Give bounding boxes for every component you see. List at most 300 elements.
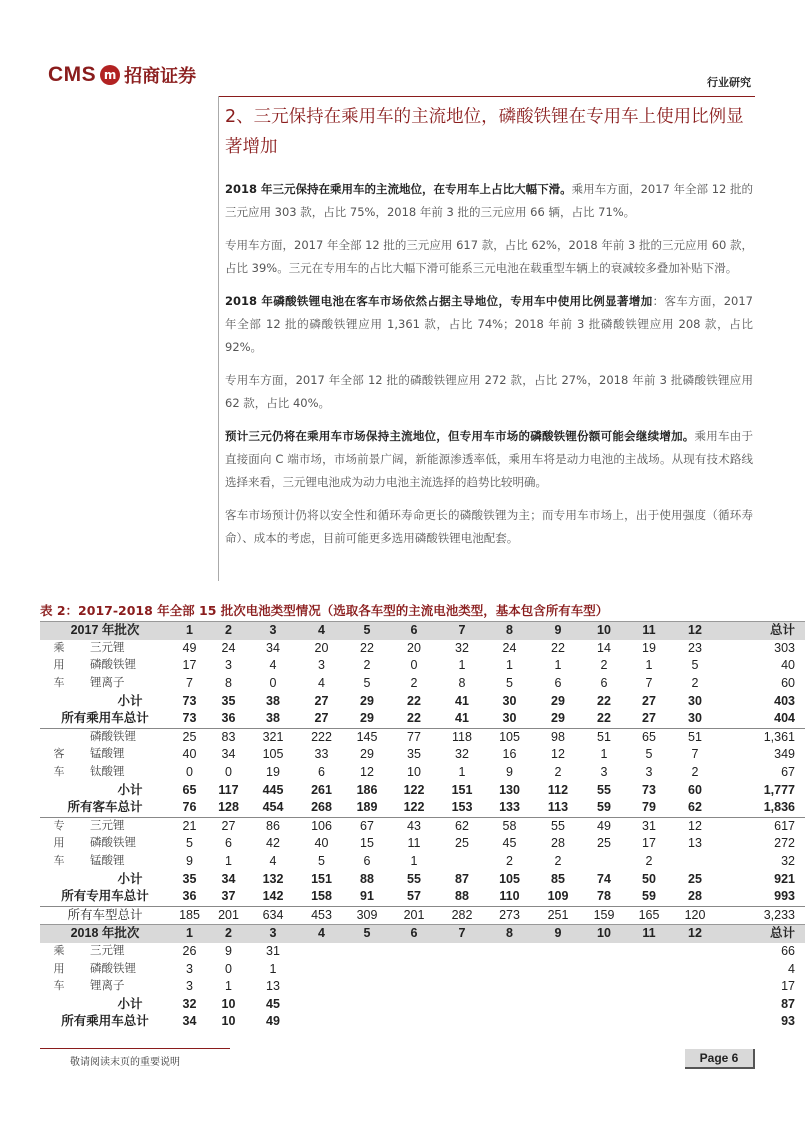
total-cell: 29 [551, 711, 565, 726]
total-label: 所有专用车总计 [61, 889, 149, 904]
battery-count-cell: 40 [781, 658, 795, 673]
battery-count-cell: 617 [718, 817, 805, 835]
subtotal-cell: 10 [221, 996, 236, 1011]
batch-column-header-cell: 4 [298, 622, 345, 640]
battery-count-cell: 32 [455, 747, 469, 762]
battery-count-cell [534, 978, 582, 996]
batch-column-header-cell: 12 [672, 925, 718, 943]
total-cell: 1,836 [763, 800, 795, 815]
total-row [40, 1013, 805, 1031]
total-label: 所有客车总计 [67, 800, 143, 815]
battery-count-cell: 34 [221, 747, 236, 762]
subtotal-cell: 445 [262, 782, 284, 797]
table-row [40, 764, 805, 782]
paragraph-6-text: 客车市场预计仍将以安全性和循环寿命更长的磷酸铁锂为主；而专用车市场上，出于使用强度（循环寿命）、成本的考虑，目前可能更多选用磷酸铁锂电池配套。 [225, 508, 753, 545]
battery-count-cell: 8 [458, 676, 466, 691]
total-cell [582, 1013, 626, 1031]
battery-count-cell: 42 [266, 836, 280, 851]
battery-count-cell: 43 [389, 817, 439, 835]
batch-column-header-cell: 3 [248, 925, 298, 943]
subtotal-cell: 32 [182, 996, 197, 1011]
total-cell: 29 [360, 711, 374, 726]
battery-type-label: 磷酸铁锂 [90, 962, 136, 975]
paragraph-3-text: ：客车方面，2017 年全部 12 批的磷酸铁锂应用 1,361 款，占比 74%；2018 年前 3 批磷酸铁锂应用 208 款，占比 92%。 [225, 294, 753, 354]
subtotal-label: 小计 [117, 996, 143, 1011]
subtotal-cell: 921 [774, 871, 795, 886]
battery-count-cell: 10 [407, 765, 421, 780]
battery-count-cell: 55 [534, 817, 582, 835]
header-divider [218, 96, 755, 97]
paragraph-2 [225, 234, 753, 280]
battery-count-cell [439, 960, 485, 978]
battery-count-cell: 2 [600, 658, 608, 673]
subtotal-cell: 30 [688, 693, 702, 708]
battery-count-cell: 13 [266, 979, 280, 994]
subtotal-cell: 27 [642, 693, 656, 708]
battery-count-cell: 29 [360, 747, 374, 762]
all-vehicle-total-cell: 282 [439, 906, 485, 925]
battery-count-cell: 106 [298, 817, 345, 835]
battery-count-cell: 2 [410, 676, 418, 691]
total-cell: 153 [451, 800, 473, 815]
batch-column-header-cell: 6 [389, 622, 439, 640]
total-cell: 133 [499, 800, 520, 815]
battery-count-cell: 222 [298, 728, 345, 746]
batch-column-header-cell: 7 [439, 622, 485, 640]
total-cell: 36 [221, 711, 236, 726]
subtotal-cell [485, 995, 534, 1013]
total-cell: 142 [262, 889, 284, 904]
vehicle-group-label [40, 728, 78, 746]
subtotal-cell: 35 [221, 693, 236, 708]
all-vehicle-total-cell: 120 [672, 906, 718, 925]
subtotal-cell: 73 [642, 782, 656, 797]
battery-count-cell: 49 [582, 817, 626, 835]
battery-count-cell: 7 [186, 676, 193, 691]
battery-count-cell [345, 960, 389, 978]
battery-count-cell: 12 [551, 747, 565, 762]
battery-count-cell [389, 960, 439, 978]
total-cell: 27 [642, 711, 656, 726]
total-cell: 78 [597, 889, 611, 904]
subtotal-cell [672, 995, 718, 1013]
paragraph-5-text: 乘用车由于直接面向 C 端市场，市场前景广阔，新能源渗透率低，乘用车将是动力电池的主战场。从现有技术路线选择来看，三元锂电池成为动力电池主流选择的趋势比较明确。 [225, 429, 754, 489]
battery-count-cell [626, 943, 672, 961]
subtotal-cell: 55 [407, 871, 421, 886]
battery-count-cell: 2 [691, 676, 699, 691]
battery-count-cell: 20 [314, 640, 329, 655]
battery-count-cell [439, 853, 485, 871]
battery-count-cell: 6 [363, 854, 371, 869]
battery-count-cell: 349 [774, 747, 795, 762]
battery-count-cell: 7 [691, 747, 699, 762]
total-cell: 37 [221, 889, 236, 904]
vehicle-group-label: 专 [40, 817, 78, 835]
vehicle-group-label: 车 [53, 766, 65, 779]
subtotal-cell: 65 [182, 782, 197, 797]
all-vehicle-total-cell: 201 [389, 906, 439, 925]
subtotal-cell: 105 [499, 871, 520, 886]
table-row [40, 640, 805, 658]
subtotal-cell: 34 [221, 871, 236, 886]
battery-count-cell: 321 [248, 728, 298, 746]
battery-count-cell: 5 [691, 658, 699, 673]
battery-count-cell: 145 [345, 728, 389, 746]
battery-count-cell: 5 [186, 836, 193, 851]
subtotal-cell [626, 995, 672, 1013]
battery-count-cell [298, 960, 345, 978]
vehicle-group-label: 用 [53, 659, 65, 672]
battery-count-cell: 77 [389, 728, 439, 746]
subtotal-row [40, 870, 805, 888]
batch-column-header-cell: 2 [209, 622, 248, 640]
battery-count-cell: 62 [439, 817, 485, 835]
subtotal-cell: 30 [502, 693, 517, 708]
battery-count-cell [485, 943, 534, 961]
battery-type-label: 钛酸锂 [90, 766, 125, 779]
paragraph-1 [225, 178, 753, 224]
battery-count-cell: 23 [688, 640, 702, 655]
battery-count-cell: 24 [221, 640, 236, 655]
batch-column-header-cell: 10 [582, 622, 626, 640]
battery-count-cell: 33 [314, 747, 329, 762]
battery-count-cell: 4 [788, 961, 795, 976]
battery-count-cell: 98 [534, 728, 582, 746]
battery-count-cell: 24 [502, 640, 517, 655]
total-cell: 34 [182, 1014, 197, 1029]
page-header [40, 52, 755, 96]
subtotal-cell: 50 [642, 871, 656, 886]
total-cell: 59 [597, 800, 611, 815]
battery-count-cell [582, 978, 626, 996]
subtotal-cell: 22 [597, 693, 611, 708]
page-footer [40, 1048, 755, 1072]
battery-count-cell [485, 978, 534, 996]
subtotal-cell: 261 [311, 782, 332, 797]
total-cell: 22 [407, 711, 421, 726]
battery-count-cell [582, 853, 626, 871]
all-vehicle-total-cell: 165 [626, 906, 672, 925]
battery-count-cell: 0 [410, 658, 418, 673]
total-cell [485, 1013, 534, 1031]
table-row [40, 978, 805, 996]
paragraph-6 [225, 504, 753, 550]
battery-count-cell: 31 [266, 943, 280, 958]
paragraph-4-text: 专用车方面，2017 年全部 12 批的磷酸铁锂应用 272 款，占比 27%，2018 年前 3 批磷酸铁锂应用 62 款，占比 40%。 [225, 373, 753, 410]
battery-count-cell: 303 [774, 640, 795, 655]
battery-count-cell: 1 [554, 658, 562, 673]
subtotal-cell: 29 [551, 693, 565, 708]
total-cell: 27 [314, 711, 329, 726]
battery-count-cell [534, 960, 582, 978]
subtotal-label: 小计 [117, 693, 143, 708]
battery-count-cell [389, 943, 439, 961]
battery-count-cell: 49 [182, 640, 197, 655]
battery-count-cell [582, 960, 626, 978]
cms-logo [48, 62, 196, 88]
battery-type-label: 锰酸锂 [90, 748, 125, 761]
battery-count-cell [672, 978, 718, 996]
total-cell [389, 1013, 439, 1031]
subtotal-cell: 1,777 [763, 782, 795, 797]
battery-count-cell: 25 [170, 728, 209, 746]
total-row [40, 799, 805, 817]
total-cell: 993 [774, 889, 795, 904]
battery-count-cell: 58 [485, 817, 534, 835]
battery-count-cell [389, 978, 439, 996]
total-cell [345, 1013, 389, 1031]
battery-count-cell: 1 [458, 658, 466, 673]
total-cell: 22 [597, 711, 611, 726]
battery-count-cell: 32 [781, 854, 795, 869]
battery-count-cell: 31 [626, 817, 672, 835]
battery-type-label: 三元锂 [90, 641, 125, 654]
battery-count-cell: 9 [186, 854, 193, 869]
battery-count-cell [672, 853, 718, 871]
battery-count-cell: 3 [186, 979, 193, 994]
total-cell: 88 [455, 889, 469, 904]
battery-count-cell: 4 [269, 854, 277, 869]
total-cell: 76 [182, 800, 197, 815]
battery-count-cell: 1 [225, 979, 232, 994]
total-cell: 113 [547, 800, 569, 815]
battery-count-cell: 1 [410, 854, 418, 869]
battery-count-cell: 6 [318, 765, 325, 780]
all-vehicle-total-cell: 634 [248, 906, 298, 925]
battery-count-cell: 1 [645, 658, 653, 673]
subtotal-cell [582, 995, 626, 1013]
battery-count-cell: 26 [182, 943, 197, 958]
subtotal-label: 小计 [117, 871, 143, 886]
report-category: 行业研究 [707, 76, 751, 89]
battery-count-cell: 21 [170, 817, 209, 835]
battery-count-cell [485, 960, 534, 978]
battery-count-cell [298, 978, 345, 996]
subtotal-cell: 122 [403, 782, 425, 797]
table-row [40, 657, 805, 675]
subtotal-cell: 60 [688, 782, 702, 797]
battery-count-cell: 25 [597, 836, 611, 851]
vehicle-group-label: 车 [53, 980, 65, 993]
battery-type-label: 锂离子 [90, 677, 125, 690]
logo-text: CMS [48, 63, 97, 86]
batch-column-header-cell: 6 [389, 925, 439, 943]
battery-count-cell: 2 [554, 854, 562, 869]
subtotal-cell: 112 [547, 782, 569, 797]
logo-chinese-name: 招商证券 [124, 66, 197, 87]
battery-count-cell: 0 [225, 765, 232, 780]
battery-count-cell [345, 978, 389, 996]
subtotal-cell: 151 [451, 782, 473, 797]
total-cell: 109 [547, 889, 569, 904]
subtotal-cell: 29 [360, 693, 374, 708]
table-row [40, 943, 805, 961]
battery-type-table [40, 621, 805, 1031]
logo-mark-icon: m [100, 65, 120, 85]
vehicle-group-label: 用 [53, 962, 65, 975]
subtotal-cell [345, 995, 389, 1013]
battery-count-cell: 19 [642, 640, 656, 655]
battery-count-cell: 1 [600, 747, 608, 762]
battery-type-label: 锰酸锂 [90, 855, 125, 868]
batch-column-header-cell: 9 [534, 622, 582, 640]
subtotal-cell: 117 [218, 782, 239, 797]
paragraph-1-text: 乘用车方面，2017 年全部 12 批的三元应用 303 款，占比 75%，2018 年前 3 批的三元应用 66 辆，占比 71%。 [225, 182, 753, 219]
total-cell [672, 1013, 718, 1031]
battery-count-cell: 25 [455, 836, 469, 851]
battery-count-cell: 22 [551, 640, 565, 655]
subtotal-cell: 151 [311, 871, 332, 886]
paragraph-2-text: 专用车方面，2017 年全部 12 批的三元应用 617 款，占比 62%，2018 年前 3 批的三元应用 60 款，占比 39%。三元在专用车的占比大幅下滑可能系三元电池在载重型车辆上的衰减较多叠加补贴下滑。 [225, 238, 753, 275]
left-margin-divider [218, 96, 219, 581]
battery-count-cell: 51 [672, 728, 718, 746]
table-row [40, 746, 805, 764]
battery-count-cell: 19 [266, 765, 280, 780]
subtotal-cell: 27 [314, 693, 329, 708]
table-row [40, 675, 805, 693]
subtotal-cell: 45 [266, 996, 280, 1011]
total-cell: 10 [221, 1014, 236, 1029]
vehicle-group-label: 车 [53, 855, 65, 868]
total-cell: 73 [182, 711, 197, 726]
total-label: 所有乘用车总计 [61, 711, 149, 726]
footer-divider [40, 1048, 230, 1049]
total-cell: 79 [642, 800, 656, 815]
subtotal-cell: 85 [551, 871, 565, 886]
battery-count-cell: 12 [672, 817, 718, 835]
battery-count-cell: 45 [502, 836, 517, 851]
batch-column-header-cell: 11 [626, 925, 672, 943]
subtotal-cell [298, 995, 345, 1013]
subtotal-row [40, 692, 805, 710]
total-cell: 59 [642, 889, 656, 904]
subtotal-label: 小计 [117, 782, 143, 797]
battery-count-cell: 14 [597, 640, 611, 655]
battery-type-label: 磷酸铁锂 [90, 837, 136, 850]
battery-count-cell: 2 [691, 765, 699, 780]
battery-count-cell [626, 978, 672, 996]
subtotal-cell [534, 995, 582, 1013]
total-cell: 36 [182, 889, 197, 904]
subtotal-cell: 403 [774, 693, 795, 708]
battery-count-cell: 40 [314, 836, 329, 851]
battery-type-label: 三元锂 [90, 944, 125, 957]
battery-count-cell: 35 [407, 747, 421, 762]
battery-count-cell: 2 [645, 854, 653, 869]
total-cell: 30 [688, 711, 702, 726]
battery-count-cell: 0 [186, 765, 193, 780]
paragraph-5 [225, 425, 753, 494]
table-row [40, 817, 805, 835]
battery-count-cell: 34 [266, 640, 280, 655]
battery-count-cell: 1 [506, 658, 513, 673]
all-vehicle-total-cell: 201 [209, 906, 248, 925]
total-cell: 91 [360, 889, 374, 904]
subtotal-cell: 186 [356, 782, 378, 797]
total-cell [298, 1013, 345, 1031]
subtotal-cell: 25 [688, 871, 702, 886]
page-number: Page 6 [685, 1049, 755, 1069]
total-cell: 93 [781, 1014, 795, 1029]
main-content [225, 102, 753, 560]
battery-count-cell: 0 [269, 676, 277, 691]
battery-count-cell: 7 [645, 676, 653, 691]
subtotal-cell: 41 [455, 693, 469, 708]
subtotal-cell: 130 [499, 782, 520, 797]
all-vehicle-total-cell: 273 [485, 906, 534, 925]
batch-column-header-cell: 12 [672, 622, 718, 640]
battery-count-cell: 17 [182, 658, 197, 673]
battery-count-cell: 1 [269, 961, 277, 976]
total-cell: 28 [688, 889, 702, 904]
battery-count-cell: 0 [225, 961, 232, 976]
battery-count-cell: 60 [781, 676, 795, 691]
battery-count-cell: 22 [360, 640, 374, 655]
battery-count-cell: 32 [455, 640, 469, 655]
total-cell: 122 [403, 800, 425, 815]
battery-count-cell [626, 960, 672, 978]
battery-count-cell: 67 [781, 765, 795, 780]
subtotal-cell: 74 [597, 871, 611, 886]
battery-count-cell: 2 [506, 854, 513, 869]
vehicle-group-label: 用 [53, 837, 65, 850]
battery-count-cell: 15 [360, 836, 374, 851]
battery-count-cell: 4 [269, 658, 277, 673]
total-row [40, 888, 805, 906]
all-vehicle-total-cell: 453 [298, 906, 345, 925]
battery-count-cell: 1 [458, 765, 466, 780]
battery-count-cell: 2 [363, 658, 371, 673]
battery-count-cell: 9 [506, 765, 513, 780]
subtotal-cell: 132 [262, 871, 284, 886]
battery-count-cell: 20 [407, 640, 421, 655]
subtotal-cell: 87 [455, 871, 469, 886]
batch-column-header-cell: 3 [248, 622, 298, 640]
battery-count-cell: 27 [209, 817, 248, 835]
battery-count-cell [439, 978, 485, 996]
batch-column-header-cell: 5 [345, 622, 389, 640]
batch-column-header-cell: 5 [345, 925, 389, 943]
battery-count-cell: 51 [582, 728, 626, 746]
batch-column-header-cell: 1 [170, 925, 209, 943]
total-cell [626, 1013, 672, 1031]
total-cell: 110 [499, 889, 520, 904]
battery-count-cell [582, 943, 626, 961]
total-cell: 454 [262, 800, 284, 815]
batch-column-header-cell: 1 [170, 622, 209, 640]
batch-column-header-cell: 总计 [718, 622, 805, 640]
total-cell: 30 [502, 711, 517, 726]
battery-count-cell: 118 [439, 728, 485, 746]
batch-column-header-cell: 4 [298, 925, 345, 943]
battery-count-cell: 66 [781, 943, 795, 958]
batch-column-header-cell: 7 [439, 925, 485, 943]
table-header-row [40, 925, 805, 943]
all-vehicle-total-row [40, 906, 805, 925]
total-cell: 49 [266, 1014, 280, 1029]
all-vehicle-total-cell: 3,233 [718, 906, 805, 925]
table-row [40, 835, 805, 853]
batch-column-header-cell: 8 [485, 622, 534, 640]
all-vehicle-total-cell: 185 [170, 906, 209, 925]
battery-type-label: 磷酸铁锂 [90, 659, 136, 672]
battery-count-cell: 6 [554, 676, 562, 691]
total-cell: 189 [356, 800, 378, 815]
battery-count-cell: 40 [182, 747, 197, 762]
batch-column-header-cell: 2 [209, 925, 248, 943]
batch-column-header-cell: 11 [626, 622, 672, 640]
battery-count-cell: 9 [225, 943, 232, 958]
